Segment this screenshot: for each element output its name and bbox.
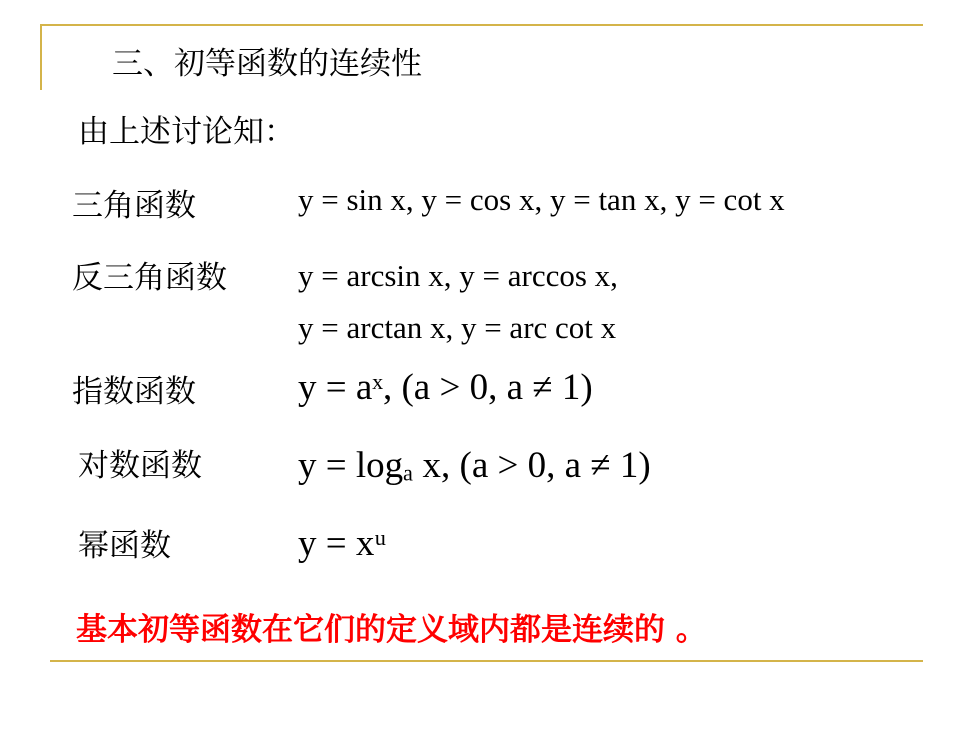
inverse-trig-label: 反三角函数 xyxy=(72,260,227,296)
section-title: 三、初等函数的连续性 xyxy=(112,46,422,82)
logarithmic-formula: y = logₐ x, (a > 0, a ≠ 1) xyxy=(298,445,651,486)
inverse-trig-formula-line2: y = arctan x, y = arc cot x xyxy=(298,310,617,345)
intro-text: 由上述讨论知： xyxy=(78,114,295,150)
exponential-label: 指数函数 xyxy=(72,374,196,410)
trig-label: 三角函数 xyxy=(72,188,196,224)
trig-formula: y = sin x, y = cos x, y = tan x, y = cot x xyxy=(298,182,785,217)
left-accent-divider xyxy=(40,24,42,90)
inverse-trig-formula-line1: y = arcsin x, y = arccos x, xyxy=(298,258,618,293)
power-label: 幂函数 xyxy=(78,528,171,564)
top-divider xyxy=(40,24,923,26)
exponential-formula: y = aˣ, (a > 0, a ≠ 1) xyxy=(298,367,593,408)
bottom-divider xyxy=(50,660,923,662)
conclusion-text: 基本初等函数在它们的定义域内都是连续的 。 xyxy=(76,612,707,648)
logarithmic-label: 对数函数 xyxy=(78,448,202,484)
power-formula: y = xᵘ xyxy=(298,523,387,564)
